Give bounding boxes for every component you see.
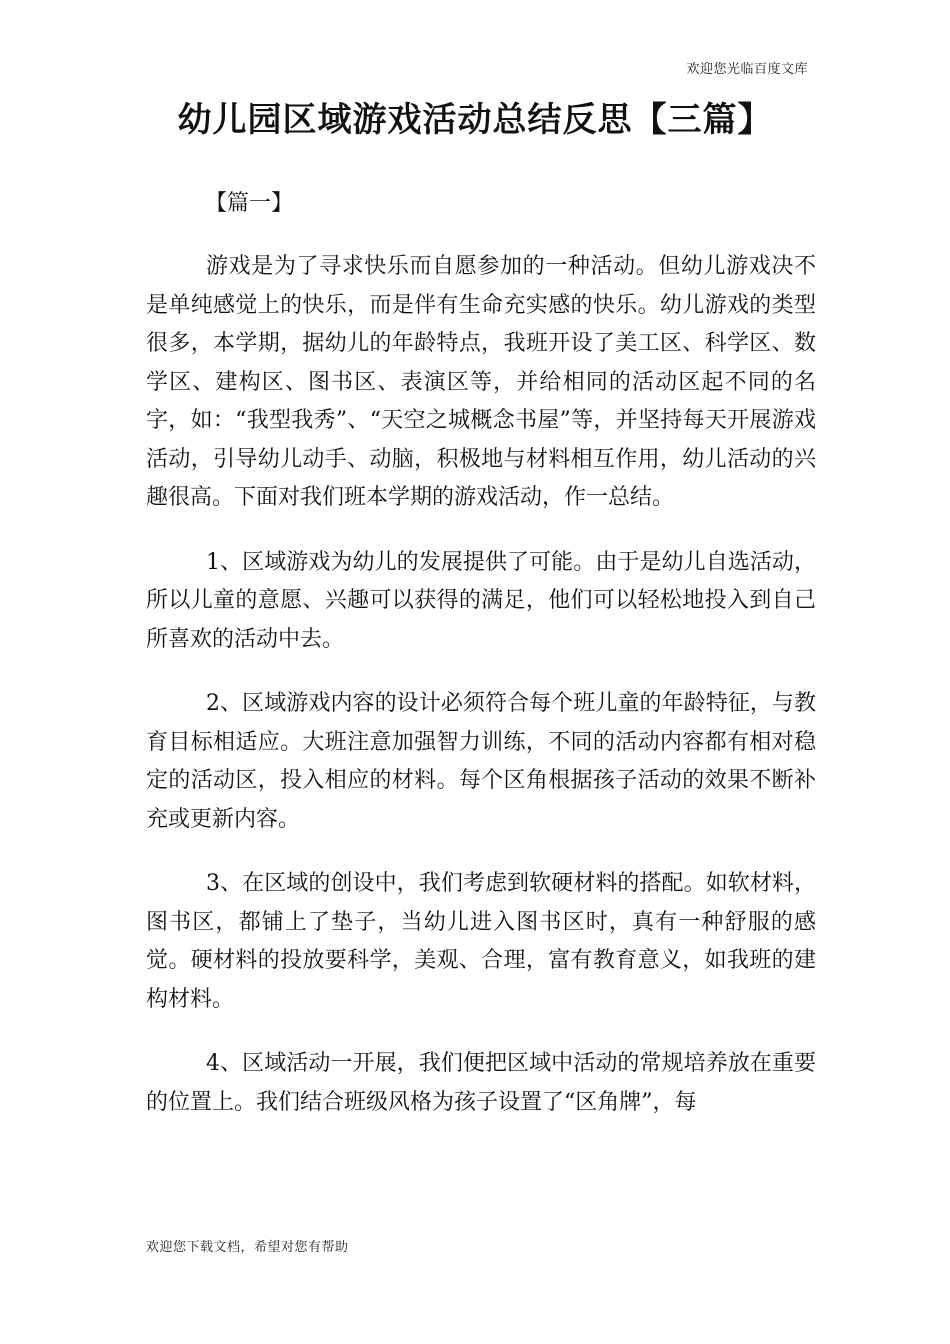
header-note: 欢迎您光临百度文库 xyxy=(686,62,808,77)
document-title: 幼儿园区域游戏活动总结反思【三篇】 xyxy=(177,100,773,140)
section-heading: 【篇一】 xyxy=(205,191,294,216)
paragraph-point-1: 1、区域游戏为幼儿的发展提供了可能。由于是幼儿自选活动，所以儿童的意愿、兴趣可以获得的满足，他们可以轻松地投入到自己所喜欢的活动中去。 xyxy=(146,549,816,652)
paragraph-intro: 游戏是为了寻求快乐而自愿参加的一种活动。但幼儿游戏决不是单纯感觉上的快乐，而是伴有生命充实感的快乐。幼儿游戏的类型很多，本学期，据幼儿的年龄特点，我班开设了美工区、科学区、数学区、建构区、图书区、表演区等，并给相同的活动区起不同的名字，如：“我型我秀”、“天空之城概念书屋”等，并坚持每天开展游戏活动，引导幼儿动手、动脑，积极地与材料相互作用，幼儿活动的兴趣很高。下面对我们班本学期的游戏活动，作一总结。 xyxy=(146,254,816,510)
document-body xyxy=(146,248,816,1148)
paragraph-point-2: 2、区域游戏内容的设计必须符合每个班儿童的年龄特征，与教育目标相适应。大班注意加强智力训练，不同的活动内容都有相对稳定的活动区，投入相应的材料。每个区角根据孩子活动的效果不断补充或更新内容。 xyxy=(146,691,816,832)
paragraph-point-4: 4、区域活动一开展，我们便把区域中活动的常规培养放在重要的位置上。我们结合班级风格为孩子设置了“区角牌”，每 xyxy=(146,1051,816,1115)
paragraph-point-3: 3、在区域的创设中，我们考虑到软硬材料的搭配。如软材料，图书区，都铺上了垫子，当幼儿进入图书区时，真有一种舒服的感觉。硬材料的投放要科学，美观、合理，富有教育意义，如我班的建构材料。 xyxy=(146,871,816,1012)
footer-note: 欢迎您下载文档，希望对您有帮助 xyxy=(146,1240,349,1255)
